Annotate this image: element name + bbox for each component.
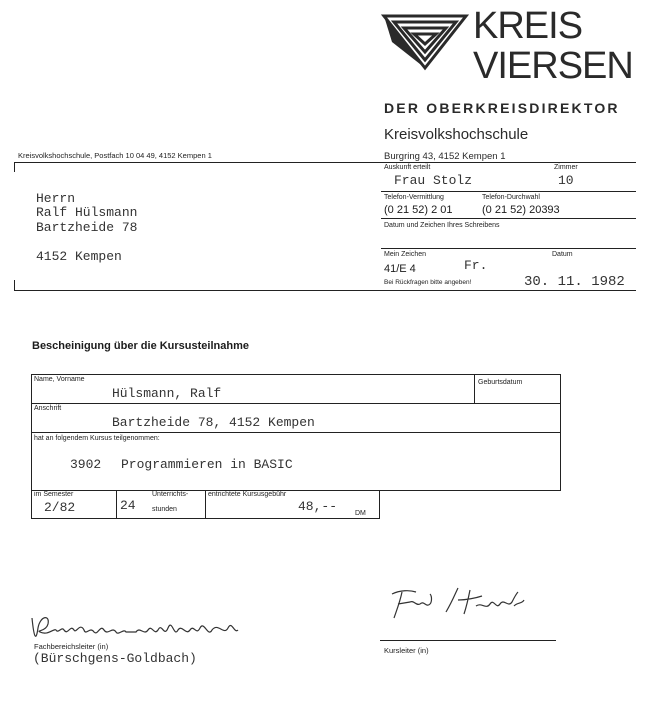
- recipient-salutation: Herrn: [36, 191, 76, 206]
- rueckfragen-note: Bei Rückfragen bitte angeben!: [384, 279, 472, 286]
- currency-label: DM: [355, 510, 366, 517]
- tel-vermittlung-value: (0 21 52) 2 01: [384, 204, 453, 216]
- mein-zeichen-label: Mein Zeichen: [384, 251, 427, 258]
- office-name: Kreisvolkshochschule: [384, 126, 529, 143]
- unterrichts-label: Unterrichts-: [152, 491, 189, 498]
- form-rule-name: [31, 403, 561, 404]
- right-signature-icon: [386, 582, 536, 622]
- right-signature-label: Kursleiter (in): [384, 646, 429, 655]
- zimmer-label: Zimmer: [554, 164, 578, 171]
- ihr-zeichen-label: Datum und Zeichen Ihres Schreibens: [384, 222, 500, 229]
- left-signature-name: (Bürschgens-Goldbach): [33, 651, 197, 666]
- mein-zeichen-extra: Fr.: [464, 258, 488, 273]
- stunden-label: stunden: [152, 506, 177, 513]
- brand-line-1: KREIS: [473, 5, 583, 47]
- mein-zeichen-value: 41/E 4: [384, 263, 416, 275]
- name-label: Name, Vorname: [34, 376, 85, 383]
- form-rule-anschrift: [31, 432, 561, 433]
- address-field-bottom-corner: [14, 280, 15, 290]
- right-signature-rule: [380, 640, 556, 641]
- address-field-top-rule: [14, 162, 636, 163]
- brand-line-2: VIERSEN: [473, 45, 633, 87]
- department-heading: DER OBERKREISDIREKTOR: [384, 100, 620, 116]
- datum-value: 30. 11. 1982: [524, 274, 625, 290]
- kurs-number: 3902: [70, 457, 102, 472]
- info-rule-3: [381, 248, 636, 249]
- semester-divider-1: [116, 490, 117, 519]
- anschrift-label: Anschrift: [34, 405, 62, 412]
- gebuehr-value: 48,--: [298, 499, 338, 514]
- office-address: Burgring 43, 4152 Kempen 1: [384, 151, 506, 162]
- gebuehr-label: entrichtete Kursusgebühr: [208, 491, 287, 498]
- kreis-viersen-logo-icon: [380, 12, 470, 72]
- semester-value: 2/82: [44, 500, 76, 515]
- certificate-title: Bescheinigung über die Kursusteilnahme: [32, 340, 249, 352]
- tel-vermittlung-label: Telefon-Vermittlung: [384, 194, 444, 201]
- semester-divider-2: [205, 490, 206, 519]
- info-rule-2: [381, 218, 636, 219]
- address-field-bottom-rule: [14, 290, 636, 291]
- auskunft-value: Frau Stolz: [394, 173, 473, 188]
- zimmer-value: 10: [558, 173, 574, 188]
- tel-durchwahl-value: (0 21 52) 20393: [482, 204, 560, 216]
- auskunft-label: Auskunft erteilt: [384, 164, 431, 171]
- geburtsdatum-label: Geburtsdatum: [478, 379, 523, 386]
- form-col-divider: [474, 374, 475, 403]
- recipient-city: 4152 Kempen: [36, 249, 122, 264]
- recipient-street: Bartzheide 78: [36, 220, 138, 235]
- sender-return-line: Kreisvolkshochschule, Postfach 10 04 49, 4152 Kempen 1: [18, 151, 212, 160]
- kurs-title: Programmieren in BASIC: [121, 457, 293, 472]
- left-signature-label: Fachbereichsleiter (in): [34, 642, 109, 651]
- kurs-label: hat an folgendem Kursus teilgenommen:: [34, 435, 160, 442]
- info-rule-1: [381, 191, 636, 192]
- tel-durchwahl-label: Telefon-Durchwahl: [482, 194, 540, 201]
- name-value: Hülsmann, Ralf: [112, 386, 222, 401]
- recipient-name: Ralf Hülsmann: [36, 205, 138, 220]
- anschrift-value: Bartzheide 78, 4152 Kempen: [112, 415, 315, 430]
- semester-label: im Semester: [34, 491, 74, 498]
- address-field-left-corner: [14, 162, 15, 172]
- datum-label: Datum: [552, 251, 573, 258]
- stunden-value: 24: [120, 498, 136, 513]
